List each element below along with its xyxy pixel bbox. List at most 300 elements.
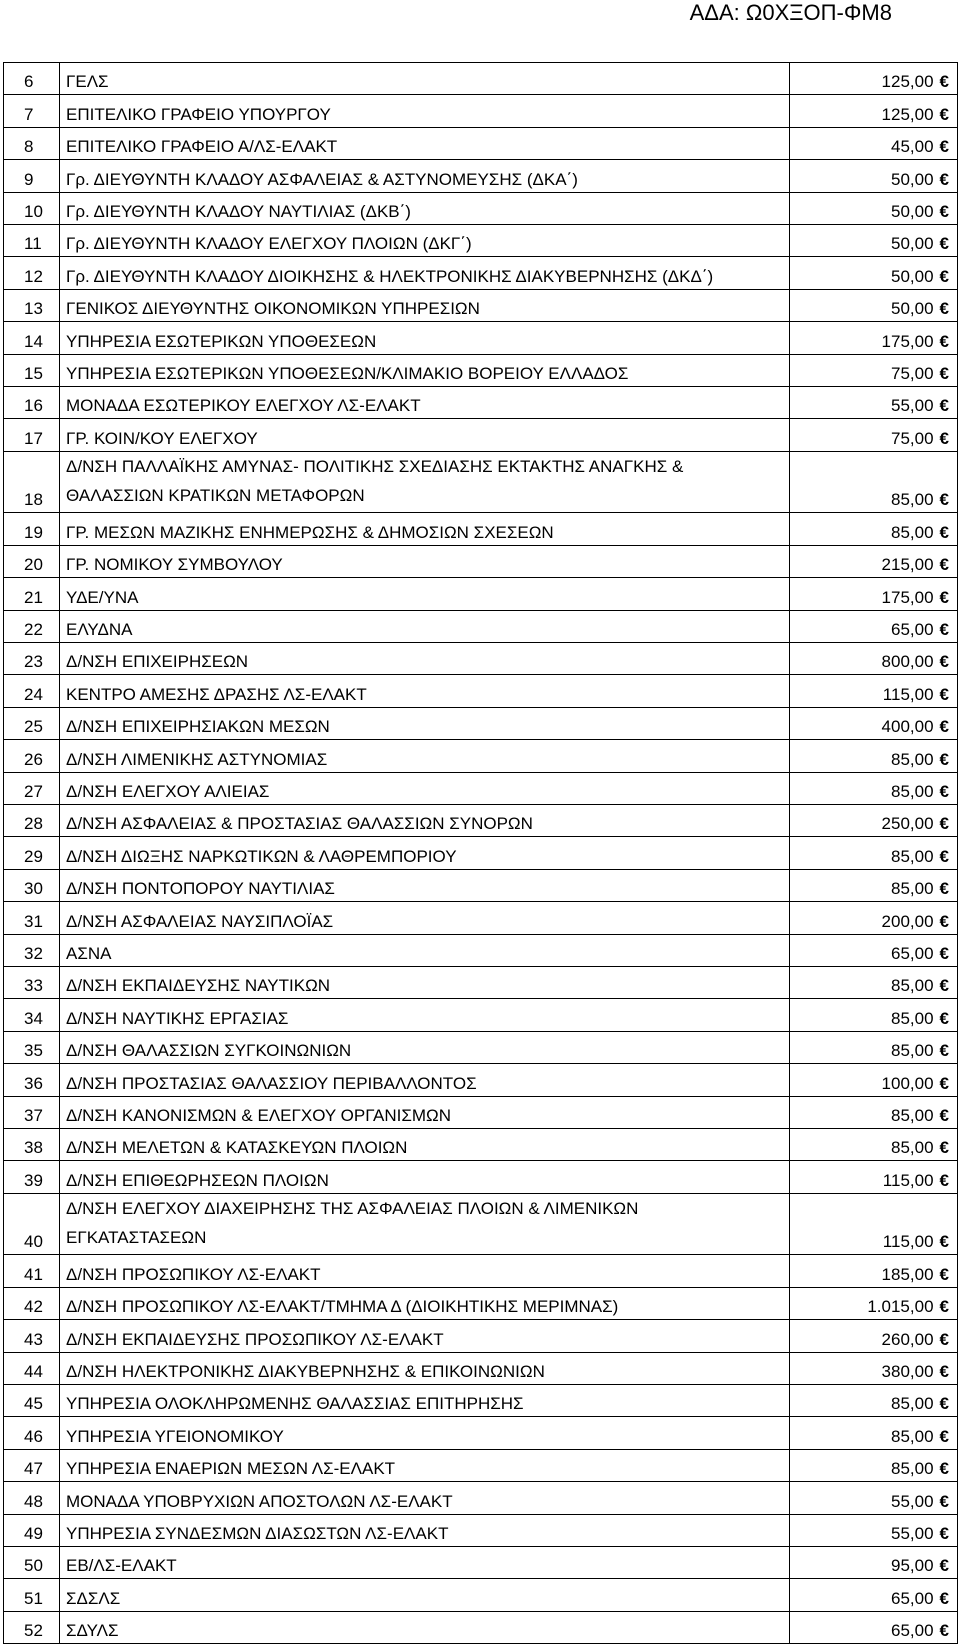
amount-value: 115,00: [882, 1170, 934, 1190]
service-name: [60, 578, 790, 610]
service-name: [60, 257, 790, 289]
service-name-text: ΥΠΗΡΕΣΙΑ ΟΛΟΚΛΗΡΩΜΕΝΗΣ ΘΑΛΑΣΣΙΑΣ ΕΠΙΤΗΡΗΣΗΣ: [66, 1394, 524, 1414]
service-name: [60, 772, 790, 804]
amount-cell: [790, 1385, 958, 1417]
table-row: [4, 1128, 958, 1160]
table-row: [4, 257, 958, 289]
service-name-text: Δ/ΝΣΗ ΕΛΕΓΧΟΥ ΑΛΙΕΙΑΣ: [66, 782, 270, 801]
amount-value: 85,00: [890, 1138, 934, 1158]
amount-value: 65,00: [890, 1588, 934, 1608]
service-name-text: Γρ. ΔΙΕΥΘΥΝΤΗ ΚΛΑΔΟΥ ΔΙΟΙΚΗΣΗΣ & ΗΛΕΚΤΡΟΝΙΚΗΣ ΔΙΑΚΥΒΕΡΝΗΣΗΣ (ΔΚΔ΄): [66, 266, 714, 286]
euro-icon: €: [939, 396, 949, 416]
euro-icon: €: [939, 620, 949, 640]
amount-cell: [790, 999, 958, 1031]
service-name: [60, 1611, 790, 1643]
table-row: [4, 354, 958, 386]
amount-value: 85,00: [890, 1426, 934, 1446]
service-name: [60, 1482, 790, 1514]
service-name: [60, 966, 790, 998]
row-number: 50: [4, 1547, 60, 1579]
amount-value: 55,00: [890, 396, 934, 416]
service-name: [60, 643, 790, 675]
table-row: [4, 1579, 958, 1611]
service-name: [60, 224, 790, 256]
table-row: [4, 707, 958, 739]
table-row: [4, 95, 958, 127]
row-number: 15: [4, 354, 60, 386]
euro-icon: €: [939, 1041, 949, 1061]
table-row: [4, 772, 958, 804]
table-row: [4, 63, 958, 95]
amount-cell: [790, 1287, 958, 1319]
table-row: [4, 805, 958, 837]
amount-value: 65,00: [890, 620, 934, 640]
row-number: 10: [4, 192, 60, 224]
table-row: [4, 999, 958, 1031]
euro-icon: €: [939, 1621, 949, 1641]
euro-icon: €: [939, 1459, 949, 1479]
amount-value: 50,00: [890, 201, 934, 221]
service-name-text: ΓΕΝΙΚΟΣ ΔΙΕΥΘΥΝΤΗΣ ΟΙΚΟΝΟΜΙΚΩΝ ΥΠΗΡΕΣΙΩΝ: [66, 299, 480, 319]
euro-icon: €: [939, 976, 949, 996]
table-row: [4, 902, 958, 934]
amount-value: 55,00: [890, 1491, 934, 1511]
table-row: [4, 578, 958, 610]
euro-icon: €: [939, 1588, 949, 1608]
amount-value: 115,00: [882, 684, 934, 704]
row-number: 16: [4, 386, 60, 418]
amount-value: 175,00: [881, 331, 934, 351]
service-name: [60, 1128, 790, 1160]
amount-cell: [790, 578, 958, 610]
amount-cell: [790, 513, 958, 545]
euro-icon: €: [939, 363, 949, 383]
service-name-text: ΓΡ. ΚΟΙΝ/ΚΟΥ ΕΛΕΓΧΟΥ: [66, 428, 258, 448]
service-name-text: Δ/ΝΣΗ ΠΡΟΣΩΠΙΚΟΥ ΛΣ-ΕΛΑΚΤ: [66, 1264, 321, 1284]
amount-value: 85,00: [890, 846, 934, 866]
service-name-text: ΕΠΙΤΕΛΙΚΟ ΓΡΑΦΕΙΟ ΥΠΟΥΡΓΟΥ: [66, 104, 331, 124]
amount-cell: [790, 869, 958, 901]
row-number: 11: [4, 224, 60, 256]
amount-value: 100,00: [881, 1073, 934, 1093]
row-number: 37: [4, 1096, 60, 1128]
amount-cell: [790, 1320, 958, 1352]
service-name-text: ΥΠΗΡΕΣΙΑ ΕΣΩΤΕΡΙΚΩΝ ΥΠΟΘΕΣΕΩΝ: [66, 331, 377, 351]
table-row: [4, 1449, 958, 1481]
amount-cell: [790, 127, 958, 159]
amount-cell: [790, 451, 958, 513]
service-name: [60, 192, 790, 224]
service-name-text: Γρ. ΔΙΕΥΘΥΝΤΗ ΚΛΑΔΟΥ ΕΛΕΓΧΟΥ ΠΛΟΙΩΝ (ΔΚΓ΄): [66, 234, 472, 254]
table-row: [4, 192, 958, 224]
amount-cell: [790, 902, 958, 934]
amount-cell: [790, 1579, 958, 1611]
service-name-text: ΣΔΣΛΣ: [66, 1588, 121, 1608]
amount-value: 1.015,00: [867, 1297, 934, 1317]
service-name: [60, 545, 790, 577]
amount-cell: [790, 1611, 958, 1643]
service-name: [60, 707, 790, 739]
amount-value: 50,00: [890, 299, 934, 319]
table-row: [4, 1096, 958, 1128]
ada-header: ΑΔΑ: Ω0ΧΞΟΠ-ΦΜ8: [689, 0, 892, 25]
row-number: 18: [4, 451, 60, 513]
row-number: 30: [4, 869, 60, 901]
amount-value: 65,00: [890, 1621, 934, 1641]
service-name-text: ΓΕΛΣ: [66, 72, 109, 92]
amount-value: 85,00: [890, 1394, 934, 1414]
row-number: 26: [4, 740, 60, 772]
euro-icon: €: [939, 1329, 949, 1349]
table-row: [4, 1255, 958, 1287]
row-number: 27: [4, 772, 60, 804]
service-name: [60, 1417, 790, 1449]
euro-icon: €: [939, 943, 949, 963]
service-name: [60, 1320, 790, 1352]
service-name: [60, 127, 790, 159]
amount-cell: [790, 192, 958, 224]
amount-value: 115,00: [882, 1232, 934, 1252]
service-name: [60, 513, 790, 545]
table-row: [4, 545, 958, 577]
euro-icon: €: [939, 652, 949, 672]
euro-icon: €: [939, 1232, 949, 1252]
table-row: [4, 869, 958, 901]
amount-value: 215,00: [881, 555, 934, 575]
table-row: [4, 643, 958, 675]
euro-icon: €: [939, 846, 949, 866]
euro-icon: €: [939, 1556, 949, 1576]
row-number: 43: [4, 1320, 60, 1352]
amount-cell: [790, 1352, 958, 1384]
service-name-text: Δ/ΝΣΗ ΕΚΠΑΙΔΕΥΣΗΣ ΝΑΥΤΙΚΩΝ: [66, 976, 331, 996]
row-number: 36: [4, 1064, 60, 1096]
amount-cell: [790, 1449, 958, 1481]
amount-cell: [790, 805, 958, 837]
amount-value: 55,00: [890, 1524, 934, 1543]
row-number: 28: [4, 805, 60, 837]
amount-cell: [790, 1482, 958, 1514]
amount-cell: [790, 1417, 958, 1449]
table-body: [4, 63, 958, 1644]
service-name: [60, 1096, 790, 1128]
amount-value: 85,00: [890, 782, 934, 801]
service-name-text: ΥΠΗΡΕΣΙΑ ΥΓΕΙΟΝΟΜΙΚΟΥ: [66, 1426, 284, 1446]
service-name-text: ΜΟΝΑΔΑ ΥΠΟΒΡΥΧΙΩΝ ΑΠΟΣΤΟΛΩΝ ΛΣ-ΕΛΑΚΤ: [66, 1491, 453, 1511]
euro-icon: €: [939, 331, 949, 351]
table-row: [4, 1161, 958, 1193]
service-name-text: ΜΟΝΑΔΑ ΕΣΩΤΕΡΙΚΟΥ ΕΛΕΓΧΟΥ ΛΣ-ΕΛΑΚΤ: [66, 396, 421, 416]
euro-icon: €: [939, 1491, 949, 1511]
amount-cell: [790, 740, 958, 772]
table-row: [4, 1193, 958, 1255]
amount-cell: [790, 545, 958, 577]
euro-icon: €: [939, 1426, 949, 1446]
row-number: 24: [4, 675, 60, 707]
euro-icon: €: [939, 522, 949, 542]
table-row: [4, 1352, 958, 1384]
service-name-text: ΥΔΕ/ΥΝΑ: [66, 587, 139, 607]
row-number: 38: [4, 1128, 60, 1160]
amount-value: 50,00: [890, 234, 934, 254]
row-number: 9: [4, 160, 60, 192]
euro-icon: €: [939, 717, 949, 737]
service-name: [60, 1193, 790, 1255]
service-name-text: Δ/ΝΣΗ ΑΣΦΑΛΕΙΑΣ & ΠΡΟΣΤΑΣΙΑΣ ΘΑΛΑΣΣΙΩΝ ΣΥΝΟΡΩΝ: [66, 814, 533, 834]
service-name-text: Δ/ΝΣΗ ΔΙΩΞΗΣ ΝΑΡΚΩΤΙΚΩΝ & ΛΑΘΡΕΜΠΟΡΙΟΥ: [66, 846, 457, 866]
service-name: [60, 934, 790, 966]
service-name-text: Δ/ΝΣΗ ΝΑΥΤΙΚΗΣ ΕΡΓΑΣΙΑΣ: [66, 1008, 289, 1028]
row-number: 49: [4, 1514, 60, 1546]
row-number: 12: [4, 257, 60, 289]
amount-cell: [790, 707, 958, 739]
row-number: 45: [4, 1385, 60, 1417]
euro-icon: €: [939, 911, 949, 931]
service-name-text: Δ/ΝΣΗ ΕΚΠΑΙΔΕΥΣΗΣ ΠΡΟΣΩΠΙΚΟΥ ΛΣ-ΕΛΑΚΤ: [66, 1329, 444, 1349]
table-row: [4, 1514, 958, 1546]
service-name: [60, 902, 790, 934]
service-name-text: ΑΣΝΑ: [66, 943, 112, 963]
row-number: 32: [4, 934, 60, 966]
table-row: [4, 1287, 958, 1319]
amount-value: 75,00: [890, 363, 934, 383]
row-number: 7: [4, 95, 60, 127]
euro-icon: €: [939, 782, 949, 801]
amount-cell: [790, 1031, 958, 1063]
table-row: [4, 1482, 958, 1514]
service-name: [60, 610, 790, 642]
euro-icon: €: [939, 1524, 949, 1543]
amount-value: 125,00: [881, 72, 934, 92]
euro-icon: €: [939, 1264, 949, 1284]
amount-cell: [790, 289, 958, 321]
service-name-text: Δ/ΝΣΗ ΠΟΝΤΟΠΟΡΟΥ ΝΑΥΤΙΛΙΑΣ: [66, 879, 335, 899]
service-name: [60, 1547, 790, 1579]
table-row: [4, 289, 958, 321]
euro-icon: €: [939, 684, 949, 704]
amount-value: 85,00: [890, 976, 934, 996]
euro-icon: €: [939, 1073, 949, 1093]
row-number: 25: [4, 707, 60, 739]
row-number: 13: [4, 289, 60, 321]
amount-value: 85,00: [890, 749, 934, 769]
euro-icon: €: [939, 72, 949, 92]
euro-icon: €: [939, 587, 949, 607]
service-name: [60, 1064, 790, 1096]
amount-cell: [790, 1096, 958, 1128]
amount-value: 380,00: [881, 1362, 934, 1382]
service-name-text: Δ/ΝΣΗ ΚΑΝΟΝΙΣΜΩΝ & ΕΛΕΓΧΟΥ ΟΡΓΑΝΙΣΜΩΝ: [66, 1105, 452, 1125]
amount-cell: [790, 1064, 958, 1096]
euro-icon: €: [939, 879, 949, 899]
amount-cell: [790, 257, 958, 289]
amount-cell: [790, 95, 958, 127]
amount-cell: [790, 419, 958, 451]
service-name-text: Δ/ΝΣΗ ΛΙΜΕΝΙΚΗΣ ΑΣΤΥΝΟΜΙΑΣ: [66, 749, 328, 769]
amount-value: 800,00: [881, 652, 934, 672]
euro-icon: €: [939, 234, 949, 254]
amount-value: 65,00: [890, 943, 934, 963]
service-name: [60, 1449, 790, 1481]
table-row: [4, 513, 958, 545]
service-name-text: ΣΔΥΛΣ: [66, 1621, 119, 1641]
amount-cell: [790, 322, 958, 354]
euro-icon: €: [939, 137, 949, 157]
euro-icon: €: [939, 490, 949, 510]
table-row: [4, 322, 958, 354]
amount-cell: [790, 160, 958, 192]
service-name: [60, 95, 790, 127]
service-name: [60, 999, 790, 1031]
service-name: [60, 740, 790, 772]
amount-cell: [790, 934, 958, 966]
service-name-text: Δ/ΝΣΗ ΑΣΦΑΛΕΙΑΣ ΝΑΥΣΙΠΛΟΪΑΣ: [66, 911, 334, 931]
service-name-text: Γρ. ΔΙΕΥΘΥΝΤΗ ΚΛΑΔΟΥ ΑΣΦΑΛΕΙΑΣ & ΑΣΤΥΝΟΜΕΥΣΗΣ (ΔΚΑ΄): [66, 169, 578, 189]
row-number: 41: [4, 1255, 60, 1287]
service-name-text: Γρ. ΔΙΕΥΘΥΝΤΗ ΚΛΑΔΟΥ ΝΑΥΤΙΛΙΑΣ (ΔΚΒ΄): [66, 201, 411, 221]
amount-cell: [790, 772, 958, 804]
service-name: [60, 1031, 790, 1063]
table-row: [4, 934, 958, 966]
service-name: [60, 1287, 790, 1319]
service-name: [60, 386, 790, 418]
amount-value: 95,00: [890, 1556, 934, 1576]
service-name-text: ΥΠΗΡΕΣΙΑ ΕΣΩΤΕΡΙΚΩΝ ΥΠΟΘΕΣΕΩΝ/ΚΛΙΜΑΚΙΟ ΒΟΡΕΙΟΥ ΕΛΛΑΔΟΣ: [66, 363, 629, 383]
service-name-text: ΓΡ. ΝΟΜΙΚΟΥ ΣΥΜΒΟΥΛΟΥ: [66, 555, 283, 575]
amount-cell: [790, 1193, 958, 1255]
service-name: [60, 1385, 790, 1417]
amount-cell: [790, 224, 958, 256]
euro-icon: €: [939, 1394, 949, 1414]
amount-value: 85,00: [890, 879, 934, 899]
amount-cell: [790, 610, 958, 642]
amount-value: 85,00: [890, 1008, 934, 1028]
service-name-text: ΥΠΗΡΕΣΙΑ ΕΝΑΕΡΙΩΝ ΜΕΣΩΝ ΛΣ-ΕΛΑΚΤ: [66, 1459, 396, 1479]
amount-value: 185,00: [881, 1264, 934, 1284]
euro-icon: €: [939, 1105, 949, 1125]
service-name: [60, 451, 790, 513]
euro-icon: €: [939, 1170, 949, 1190]
amount-cell: [790, 63, 958, 95]
table-row: [4, 1385, 958, 1417]
service-name: [60, 419, 790, 451]
table-row: [4, 224, 958, 256]
service-name-text: ΕΛΥΔΝΑ: [66, 620, 133, 640]
amount-value: 85,00: [890, 1459, 934, 1479]
amount-cell: [790, 675, 958, 707]
service-name-text: Δ/ΝΣΗ ΠΑΛΛΑΪΚΗΣ ΑΜΥΝΑΣ- ΠΟΛΙΤΙΚΗΣ ΣΧΕΔΙΑΣΗΣ ΕΚΤΑΚΤΗΣ ΑΝΑΓΚΗΣ & ΘΑΛΑΣΣΙΩΝ ΚΡΑΤΙΚΩΝ ΜΕΤΑΦΟΡΩΝ: [66, 457, 684, 506]
row-number: 46: [4, 1417, 60, 1449]
amount-cell: [790, 1514, 958, 1546]
amount-cell: [790, 1547, 958, 1579]
euro-icon: €: [939, 428, 949, 448]
row-number: 34: [4, 999, 60, 1031]
amount-value: 260,00: [881, 1329, 934, 1349]
euro-icon: €: [939, 555, 949, 575]
row-number: 8: [4, 127, 60, 159]
row-number: 48: [4, 1482, 60, 1514]
table-row: [4, 1611, 958, 1643]
row-number: 35: [4, 1031, 60, 1063]
row-number: 47: [4, 1449, 60, 1481]
row-number: 23: [4, 643, 60, 675]
euro-icon: €: [939, 814, 949, 834]
amount-value: 85,00: [890, 522, 934, 542]
euro-icon: €: [939, 201, 949, 221]
service-name: [60, 869, 790, 901]
row-number: 31: [4, 902, 60, 934]
amount-value: 125,00: [881, 104, 934, 124]
service-name: [60, 1514, 790, 1546]
amount-value: 85,00: [890, 1041, 934, 1061]
euro-icon: €: [939, 1008, 949, 1028]
euro-icon: €: [939, 1138, 949, 1158]
service-name-text: Δ/ΝΣΗ ΕΛΕΓΧΟΥ ΔΙΑΧΕΙΡΗΣΗΣ ΤΗΣ ΑΣΦΑΛΕΙΑΣ ΠΛΟΙΩΝ & ΛΙΜΕΝΙΚΩΝ ΕΓΚΑΤΑΣΤΑΣΕΩΝ: [66, 1199, 639, 1248]
row-number: 19: [4, 513, 60, 545]
euro-icon: €: [939, 749, 949, 769]
row-number: 6: [4, 63, 60, 95]
amount-cell: [790, 1161, 958, 1193]
service-name-text: ΕΒ/ΛΣ-ΕΛΑΚΤ: [66, 1556, 177, 1576]
table-row: [4, 675, 958, 707]
amount-value: 85,00: [890, 490, 934, 510]
table-row: [4, 419, 958, 451]
amount-cell: [790, 966, 958, 998]
service-name: [60, 354, 790, 386]
euro-icon: €: [939, 104, 949, 124]
row-number: 51: [4, 1579, 60, 1611]
service-name: [60, 837, 790, 869]
service-name-text: Δ/ΝΣΗ ΗΛΕΚΤΡΟΝΙΚΗΣ ΔΙΑΚΥΒΕΡΝΗΣΗΣ & ΕΠΙΚΟΙΝΩΝΙΩΝ: [66, 1362, 545, 1382]
row-number: 39: [4, 1161, 60, 1193]
service-name-text: Δ/ΝΣΗ ΕΠΙΘΕΩΡΗΣΕΩΝ ΠΛΟΙΩΝ: [66, 1170, 329, 1190]
service-name: [60, 1352, 790, 1384]
euro-icon: €: [939, 299, 949, 319]
service-name-text: ΚΕΝΤΡΟ ΑΜΕΣΗΣ ΔΡΑΣΗΣ ΛΣ-ΕΛΑΚΤ: [66, 684, 367, 704]
service-name: [60, 322, 790, 354]
table-row: [4, 837, 958, 869]
table-row: [4, 966, 958, 998]
table-row: [4, 610, 958, 642]
table-row: [4, 1064, 958, 1096]
table-row: [4, 1320, 958, 1352]
table-row: [4, 740, 958, 772]
service-name-text: Δ/ΝΣΗ ΜΕΛΕΤΩΝ & ΚΑΤΑΣΚΕΥΩΝ ΠΛΟΙΩΝ: [66, 1138, 408, 1158]
row-number: 33: [4, 966, 60, 998]
row-number: 29: [4, 837, 60, 869]
service-name: [60, 675, 790, 707]
service-name-text: Δ/ΝΣΗ ΕΠΙΧΕΙΡΗΣΙΑΚΩΝ ΜΕΣΩΝ: [66, 717, 330, 737]
euro-icon: €: [939, 169, 949, 189]
allocation-table: [3, 62, 958, 1644]
amount-value: 400,00: [881, 717, 934, 737]
amount-value: 75,00: [890, 428, 934, 448]
row-number: 17: [4, 419, 60, 451]
euro-icon: €: [939, 266, 949, 286]
row-number: 40: [4, 1193, 60, 1255]
service-name: [60, 160, 790, 192]
amount-cell: [790, 1255, 958, 1287]
table-row: [4, 451, 958, 513]
euro-icon: €: [939, 1297, 949, 1317]
service-name: [60, 1255, 790, 1287]
amount-value: 250,00: [881, 814, 934, 834]
table-row: [4, 1031, 958, 1063]
service-name-text: Δ/ΝΣΗ ΠΡΟΣΩΠΙΚΟΥ ΛΣ-ΕΛΑΚΤ/ΤΜΗΜΑ Δ (ΔΙΟΙΚΗΤΙΚΗΣ ΜΕΡΙΜΝΑΣ): [66, 1297, 619, 1317]
amount-value: 200,00: [881, 911, 934, 931]
amount-cell: [790, 386, 958, 418]
row-number: 22: [4, 610, 60, 642]
